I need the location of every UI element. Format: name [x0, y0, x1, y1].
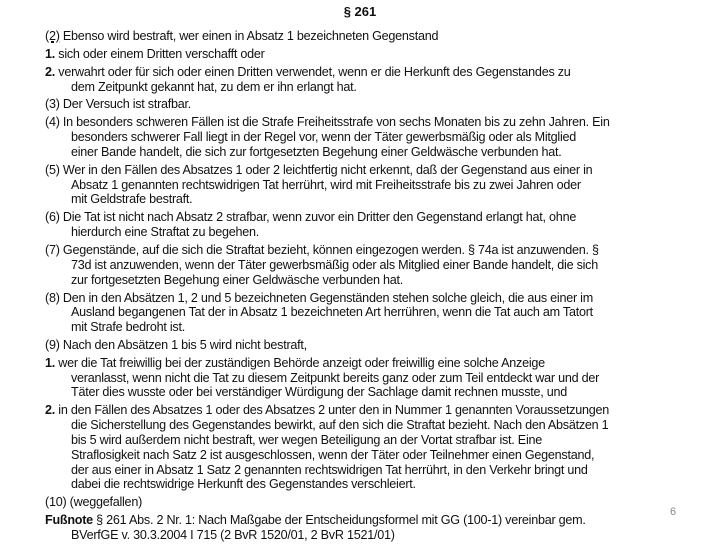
line-text: Nach den Absätzen 1 bis 5 wird nicht bestraft, — [62, 337, 307, 352]
line-text: dabei die rechtswidrige Herkunft des Gegenstandes verschleiert. — [71, 477, 416, 492]
paragraph-label: (2) — [45, 29, 60, 43]
text-line — [45, 291, 705, 306]
line-text: Täter dies wusste oder bei verständiger Würdigung der Sachlage damit rechnen musste, und — [71, 385, 568, 400]
text-line — [45, 192, 705, 207]
paragraph-label: 1. — [45, 46, 56, 61]
line-text: wer die Tat freiwillig bei der zuständigen Behörde anzeigt oder freiwillig eine solche Anzeige — [58, 355, 545, 370]
text-line — [45, 210, 705, 225]
text-line — [45, 385, 705, 400]
text-line — [45, 225, 705, 240]
paragraph — [45, 338, 705, 353]
line-text: einer Bande handelt, die sich zur fortgesetzten Begehung einer Geldwäsche verbunden hat. — [71, 144, 562, 159]
paragraph — [45, 243, 705, 287]
line-text: BVerfGE v. 30.3.2004 I 715 (2 BvR 1520/01, 2 BvR 1521/01) — [71, 527, 395, 542]
line-text: der aus einer in Absatz 1 Satz 2 genannten rechtswidrigen Tat herrührt, in den Verkehr bringt und — [71, 462, 588, 477]
line-text: Ebenso wird bestraft, wer einen in Absatz 1 bezeichneten Gegenstand — [62, 29, 439, 43]
text-line — [45, 528, 705, 543]
line-text: sich oder einem Dritten verschafft oder — [58, 46, 265, 61]
line-text: Den in den Absätzen 1, 2 und 5 bezeichneten Gegenständen stehen solche gleich, die aus einer im — [62, 290, 593, 305]
text-line — [45, 97, 705, 112]
text-line — [45, 463, 705, 478]
paragraph — [45, 291, 705, 335]
text-line — [45, 178, 705, 193]
text-line — [45, 47, 705, 62]
text-line — [45, 403, 705, 418]
paragraph — [45, 47, 705, 62]
paragraph — [45, 163, 705, 207]
text-line — [45, 513, 705, 528]
line-text: (weggefallen) — [69, 495, 143, 510]
paragraph-label: 2. — [45, 64, 56, 79]
text-line — [45, 115, 705, 130]
text-line — [45, 495, 705, 510]
line-text: Wer in den Fällen des Absatzes 1 oder 2 leichtfertig nicht erkennt, daß der Gegenstand aus einer in — [62, 162, 593, 177]
line-text: In besonders schweren Fällen ist die Strafe Freiheitsstrafe von sechs Monaten bis zu zehn Jahren. Ein — [62, 115, 610, 130]
line-text: veranlasst, wenn nicht die Tat zu diesem Zeitpunkt bereits ganz oder zum Teil entdeckt war und der — [71, 370, 600, 385]
paragraph — [45, 115, 705, 159]
text-line — [45, 477, 705, 492]
line-text: verwahrt oder für sich oder einen Dritten verwendet, wenn er die Herkunft des Gegenstandes zu — [58, 64, 571, 79]
text-line — [45, 338, 705, 353]
paragraph — [45, 29, 705, 44]
line-text: Die Tat ist nicht nach Absatz 2 strafbar, wenn zuvor ein Dritter den Gegenstand erlangt hat, ohne — [62, 210, 577, 225]
paragraph-label: (10) — [45, 495, 67, 510]
paragraph-label: (8) — [45, 290, 60, 305]
paragraph-label: 2. — [45, 403, 56, 418]
text-line — [45, 448, 705, 463]
line-text: bis 5 wird außerdem nicht bestraft, wer wegen Beteiligung an der Vortat strafbar ist. Eine — [71, 432, 543, 447]
line-text: hierdurch eine Straftat zu begehen. — [71, 225, 259, 240]
paragraph — [45, 403, 705, 492]
page-number: 6 — [670, 506, 677, 518]
paragraph — [45, 210, 705, 240]
line-text: 73d ist anzuwenden, wenn der Täter gewerbsmäßig oder als Mitglied einer Bande handelt, die sich — [71, 257, 598, 272]
text-line — [45, 305, 705, 320]
paragraph — [45, 97, 705, 112]
law-text — [45, 29, 705, 546]
line-text: Straflosigkeit nach Satz 2 ist ausgeschlossen, wenn der Täter oder Teilnehmer einen Gegenstand, — [71, 447, 595, 462]
line-text: die Sicherstellung des Gegenstandes bewirkt, auf den sich die Straftat bezieht. Nach den Absätzen 1 — [71, 418, 609, 433]
paragraph — [45, 495, 705, 510]
line-text: zur fortgesetzten Begehung einer Geldwäsche verbunden hat. — [71, 272, 404, 287]
paragraph — [45, 356, 705, 400]
paragraph-label: (3) — [45, 97, 60, 112]
text-line — [45, 418, 705, 433]
line-text: dem Zeitpunkt gekannt hat, zu dem er ihn erlangt hat. — [71, 79, 357, 94]
line-text: besonders schwerer Fall liegt in der Regel vor, wenn der Täter gewerbsmäßig oder als Mitglied — [71, 130, 577, 145]
line-text: in den Fällen des Absatzes 1 oder des Absatzes 2 unter den in Nummer 1 genannten Voraussetzungen — [58, 403, 610, 418]
text-line — [45, 163, 705, 178]
text-line — [45, 433, 705, 448]
line-text: Ausland begangenen Tat der in Absatz 1 bezeichneten Art herrühren, wenn die Tat auch am Tatort — [71, 305, 593, 320]
text-line — [45, 273, 705, 288]
paragraph-label: 1. — [45, 355, 56, 370]
paragraph-label: (5) — [45, 162, 60, 177]
paragraph — [45, 513, 705, 543]
line-text: Der Versuch ist strafbar. — [62, 97, 192, 112]
paragraph-label: (7) — [45, 243, 60, 258]
paragraph-label: (4) — [45, 115, 60, 130]
paragraph-label: Fußnote — [45, 513, 93, 528]
paragraph-label: (9) — [45, 337, 60, 352]
line-text: mit Strafe bedroht ist. — [71, 320, 185, 335]
text-line — [45, 145, 705, 160]
line-text: § 261 Abs. 2 Nr. 1: Nach Maßgabe der Entscheidungsformel mit GG (100-1) vereinbar gem. — [96, 513, 586, 528]
text-line — [45, 65, 705, 80]
text-line — [45, 130, 705, 145]
text-line — [45, 356, 705, 371]
text-line — [45, 29, 705, 44]
text-line — [45, 258, 705, 273]
text-line — [45, 243, 705, 258]
line-text: mit Geldstrafe bestraft. — [71, 192, 193, 207]
line-text: Absatz 1 genannten rechtswidrigen Tat herrührt, wird mit Freiheitsstrafe bis zu zwei Jahren oder — [71, 177, 581, 192]
text-line — [45, 80, 705, 95]
paragraph — [45, 65, 705, 95]
text-line — [45, 320, 705, 335]
text-line — [45, 371, 705, 386]
line-text: Gegenstände, auf die sich die Straftat bezieht, können eingezogen werden. § 74a ist anzuwenden. § — [62, 243, 599, 258]
paragraph-label: (6) — [45, 210, 60, 225]
section-title: § 261 — [343, 4, 377, 19]
